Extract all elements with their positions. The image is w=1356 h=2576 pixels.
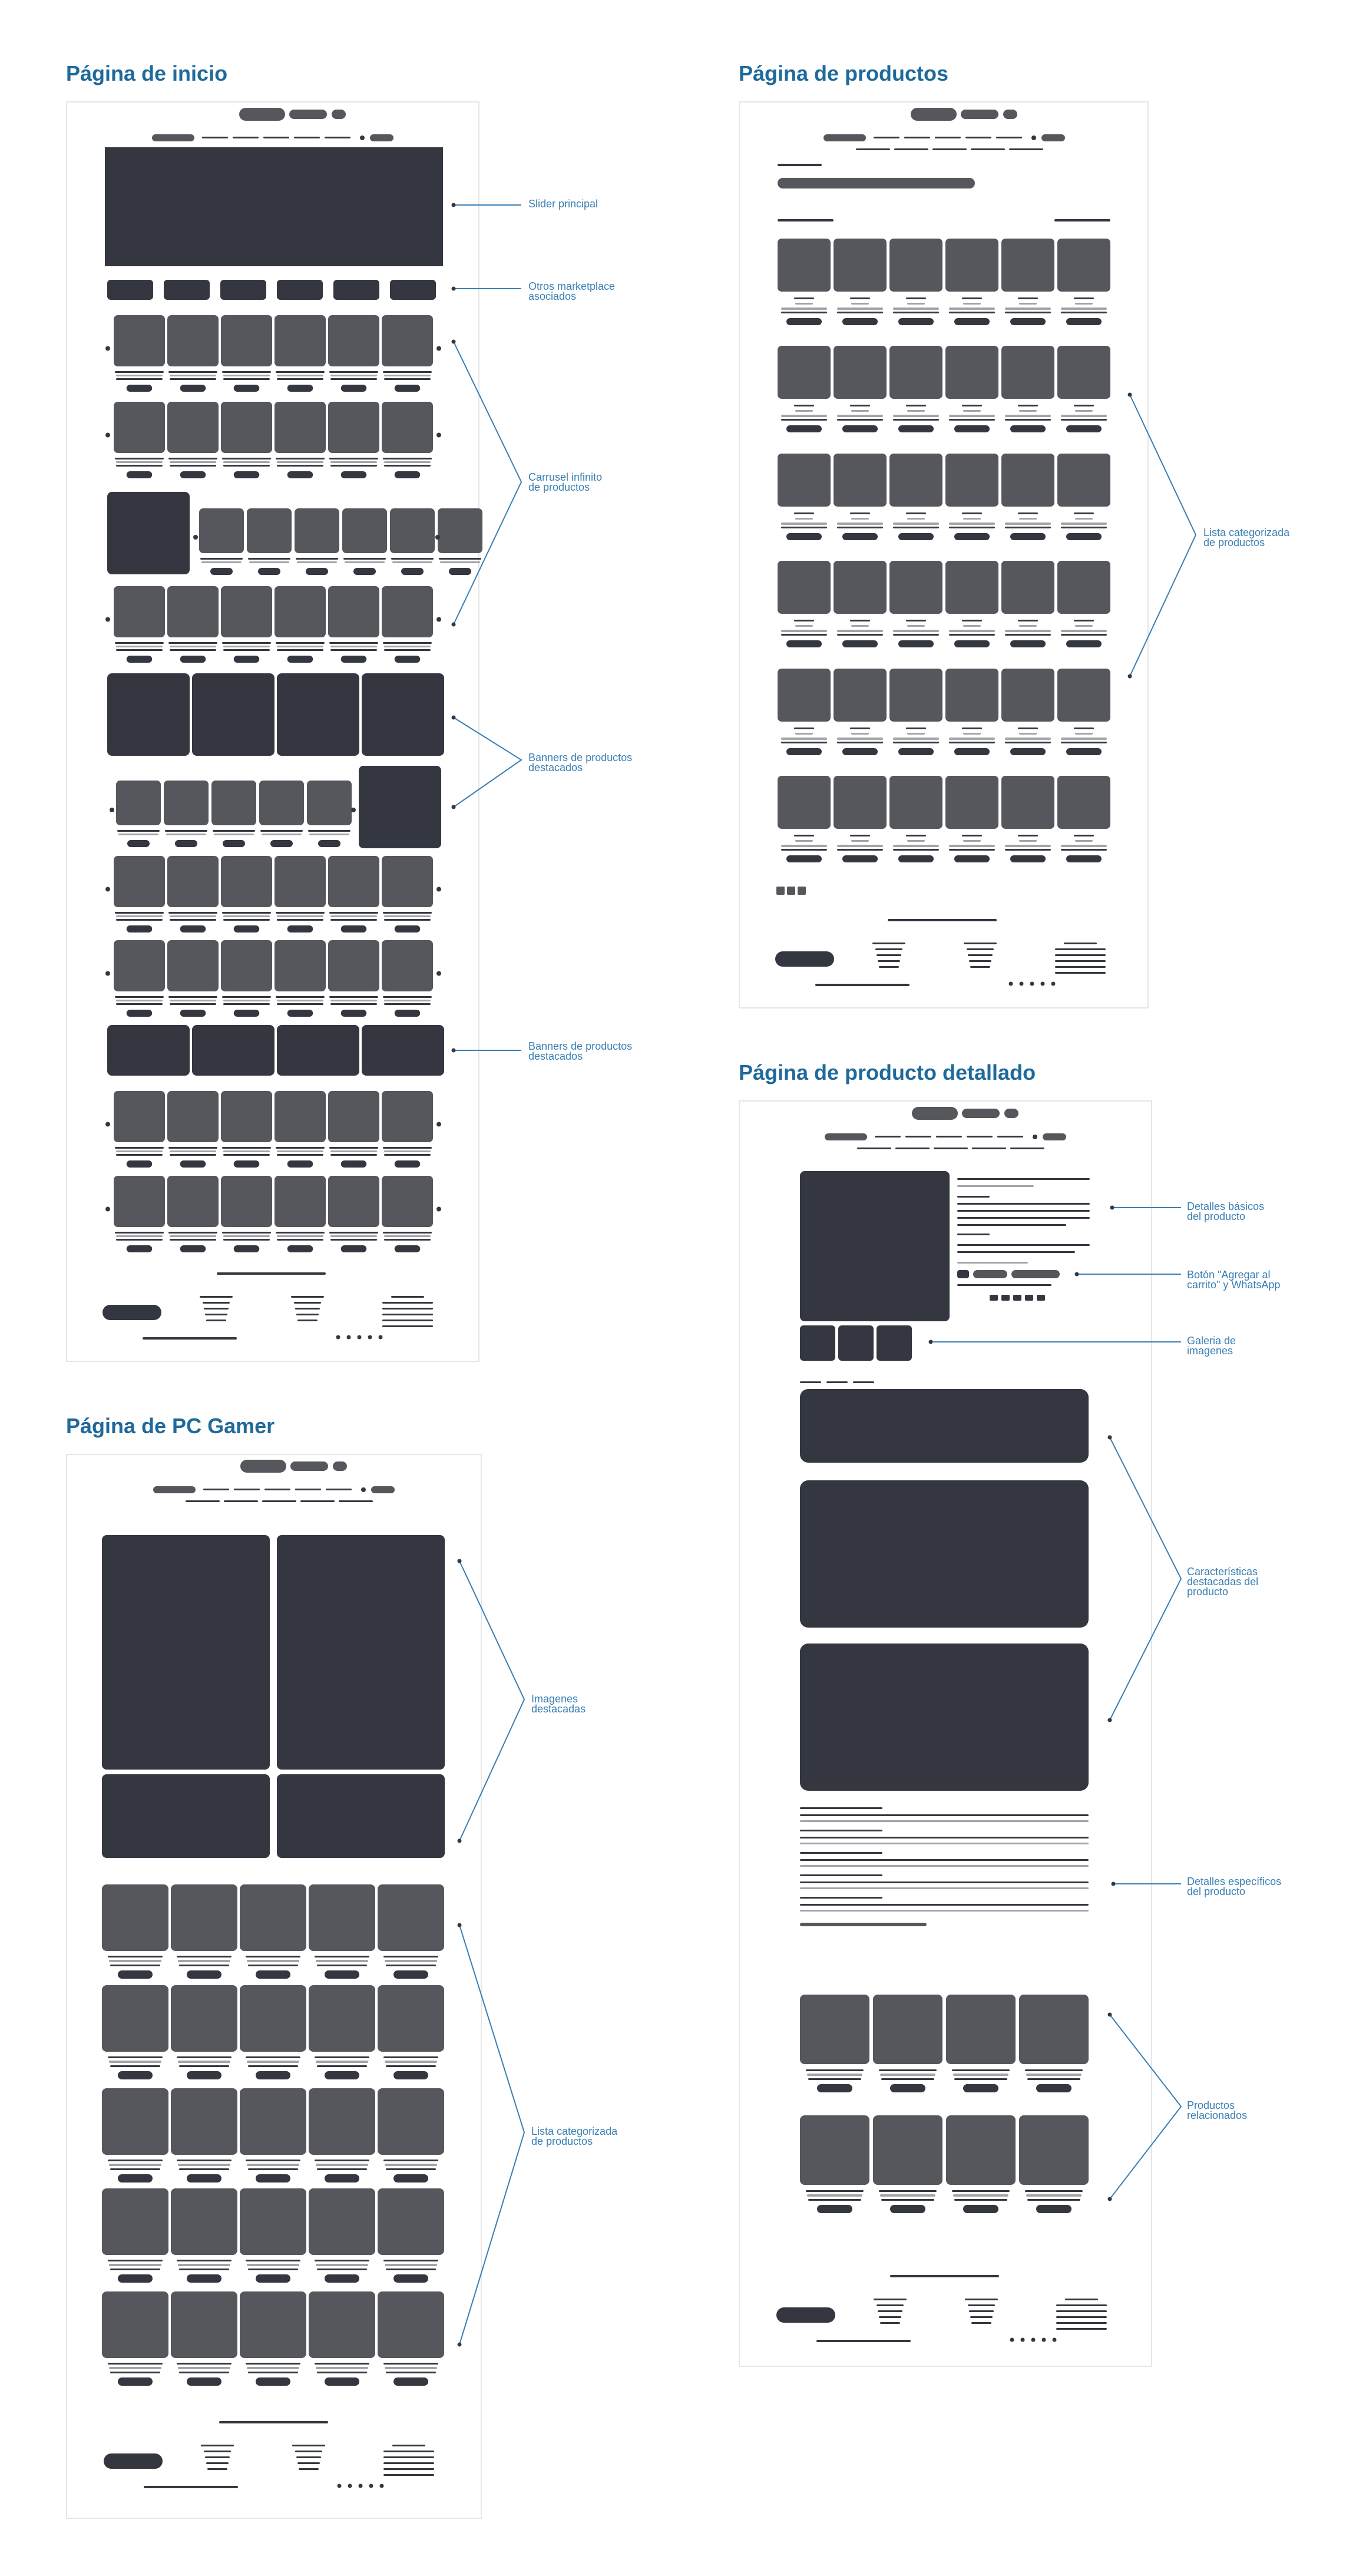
title-productos: Página de productos <box>739 61 949 85</box>
title-pcgamer: Página de PC Gamer <box>66 1414 275 1438</box>
annotation-banners-1: Banners de productos destacados <box>528 752 633 773</box>
wireframe-productos <box>739 101 1149 1008</box>
annotation-imagenes: Imagenes destacadas <box>531 1693 586 1715</box>
title-detalle: Página de producto detallado <box>739 1060 1036 1084</box>
annotation-detalles-basicos: Detalles básicos del producto <box>1187 1201 1265 1222</box>
wireframe-inicio <box>66 101 479 1362</box>
annotation-lista-pcgamer: Lista categorizada de productos <box>531 2125 618 2147</box>
annotation-slider: Slider principal <box>528 198 598 210</box>
annotation-marketplace: Otros marketplace asociados <box>528 280 616 302</box>
annotation-detalles-especificos: Detalles específicos del producto <box>1187 1876 1282 1897</box>
annotation-galeria: Galeria de imagenes <box>1187 1335 1236 1357</box>
annotation-boton-carrito: Botón "Agregar al carrito" y WhatsApp <box>1187 1269 1281 1291</box>
annotation-caracteristicas: Características destacadas del producto <box>1187 1566 1259 1598</box>
annotation-relacionados: Productos relacionados <box>1187 2099 1248 2121</box>
annotation-lista-productos: Lista categorizada de productos <box>1203 527 1290 548</box>
annotation-banners-2: Banners de productos destacados <box>528 1040 633 1062</box>
wireframe-pcgamer <box>66 1454 482 2519</box>
wireframe-detalle <box>739 1100 1152 2367</box>
title-inicio: Página de inicio <box>66 61 228 85</box>
annotation-carrusel: Carrusel infinito de productos <box>528 471 603 493</box>
